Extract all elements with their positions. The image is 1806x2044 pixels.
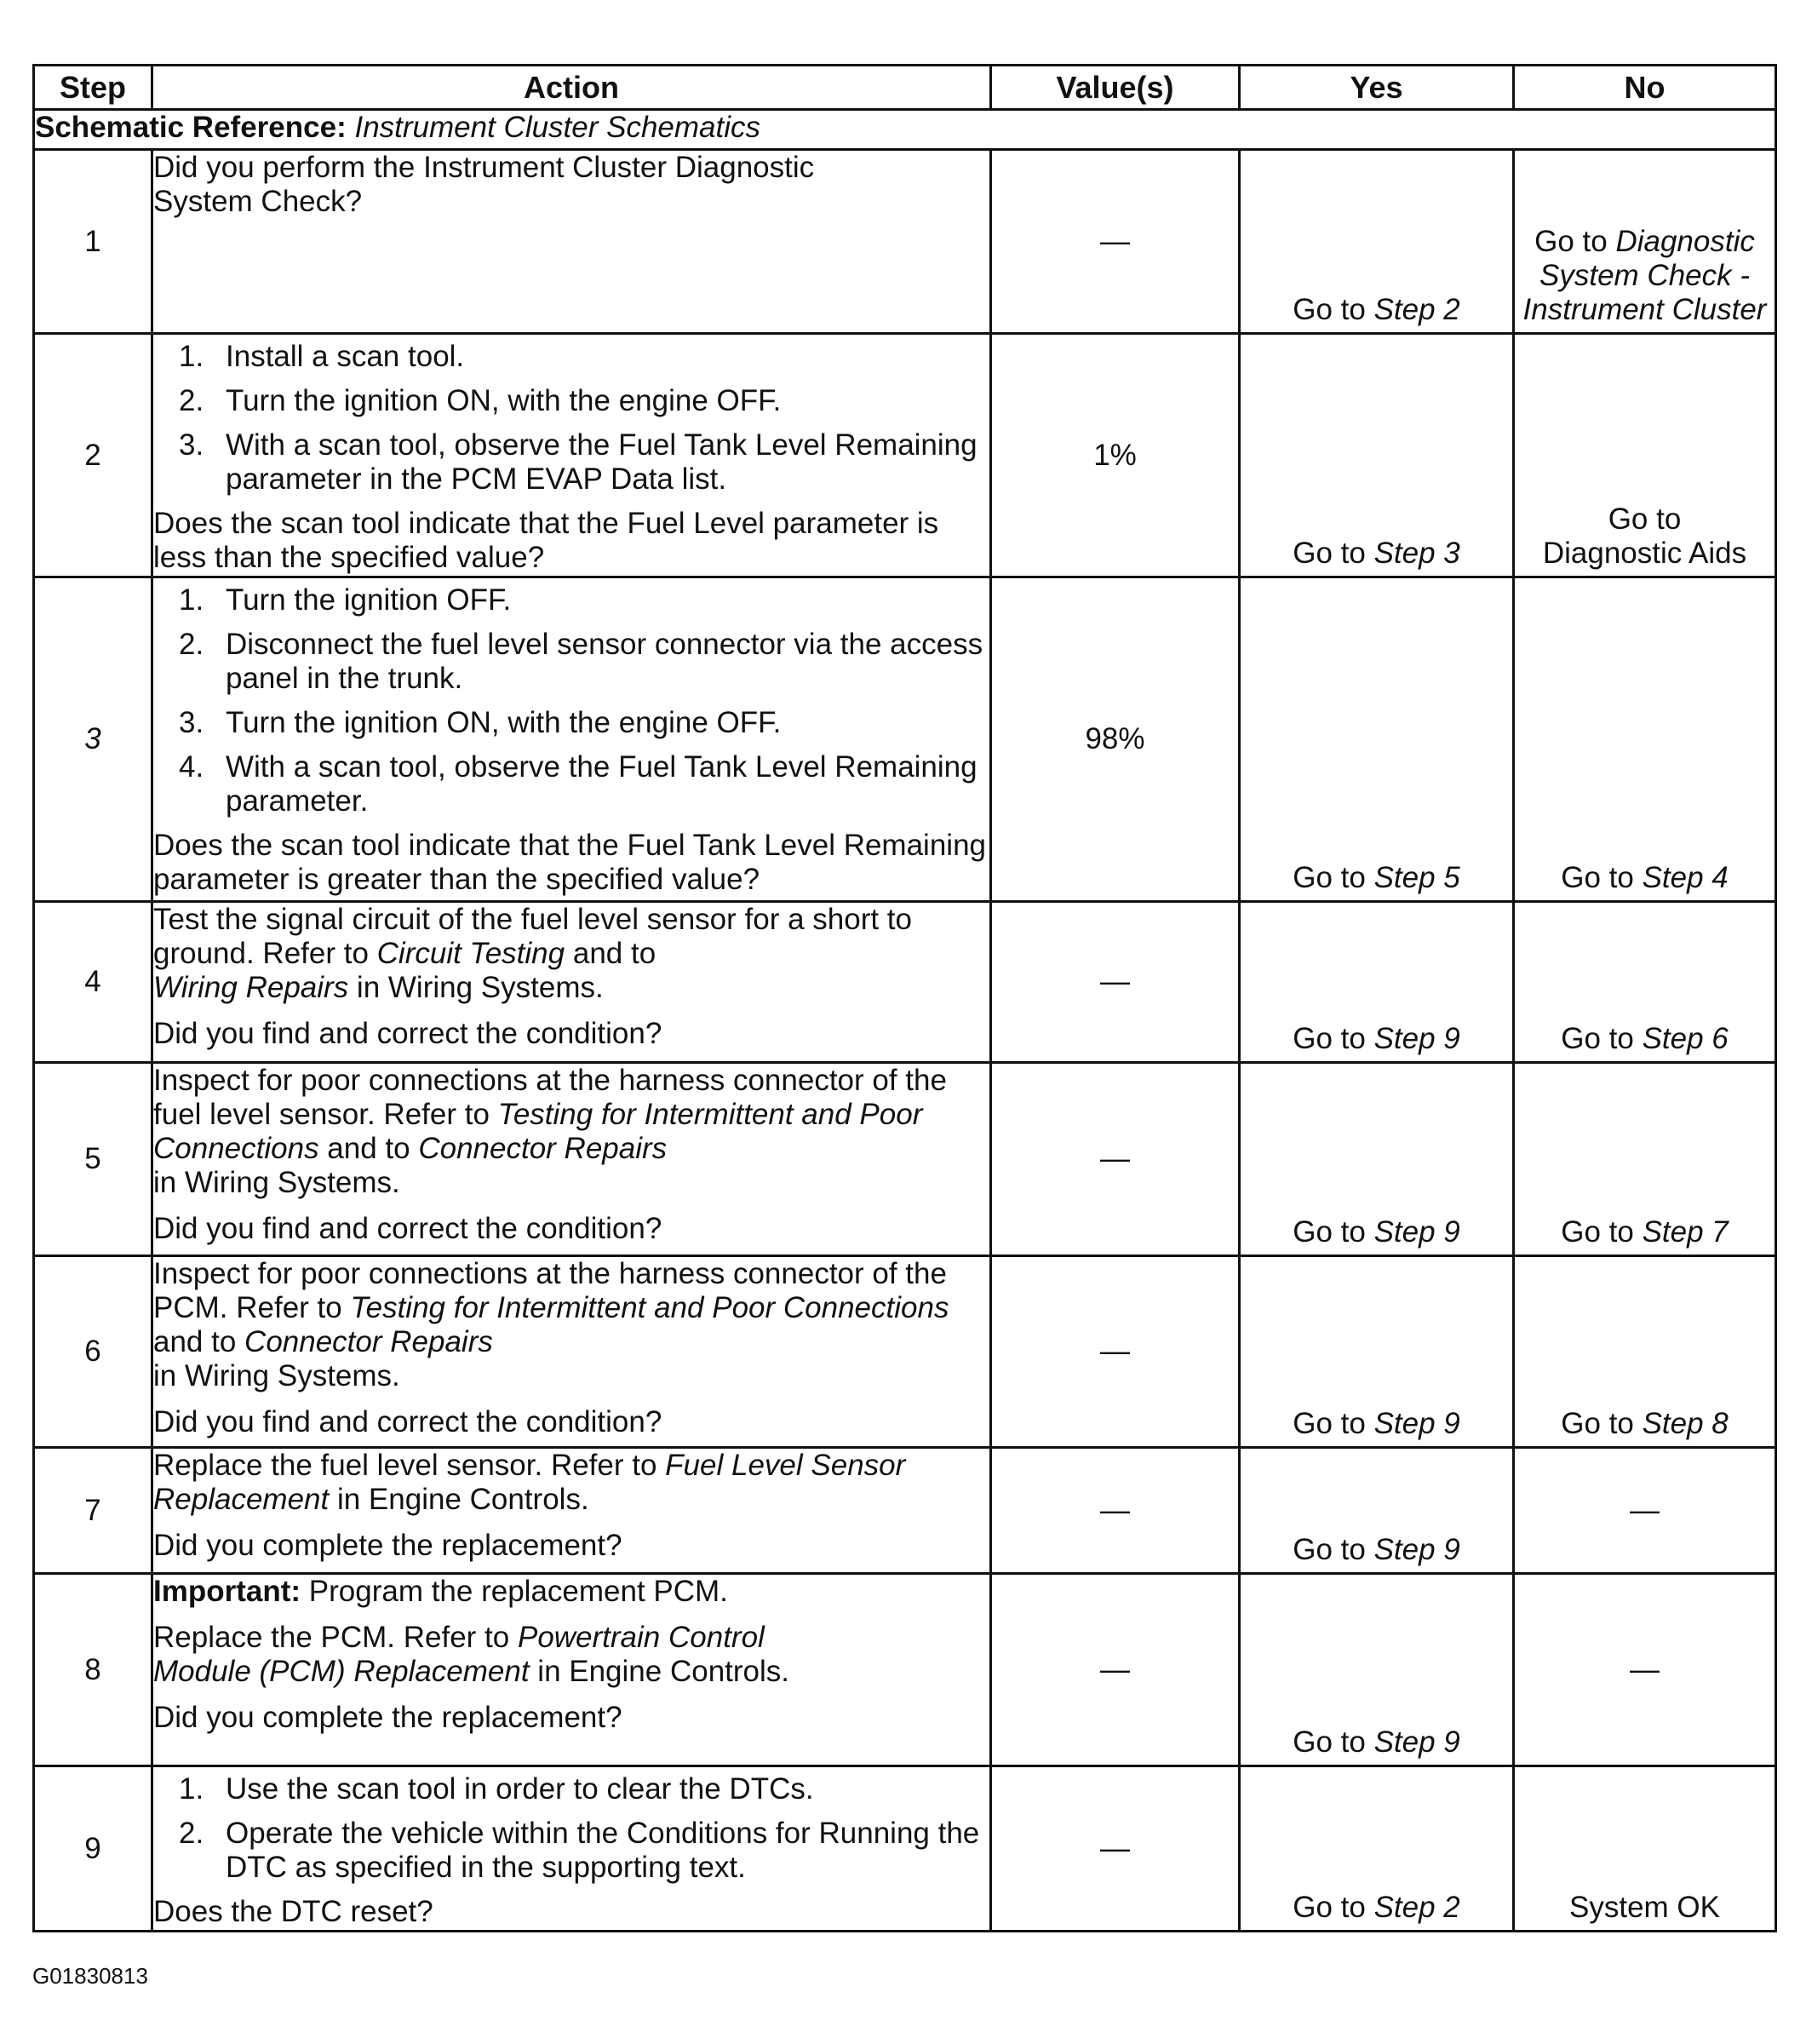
yes-step-link: Step 2 bbox=[1373, 1891, 1460, 1924]
step-number: 7 bbox=[34, 1448, 152, 1574]
list-item: 4. With a scan tool, observe the Fuel Tank Level Remaining parameter. bbox=[179, 750, 978, 818]
action-text: Test the signal circuit of the fuel level sensor for a short to ground. Refer to Circuit Testing and to Wiring Repairs in Wiring Systems. bbox=[153, 903, 912, 1004]
step-number: 3 bbox=[34, 577, 152, 902]
action-text: Inspect for poor connections at the harness connector of the fuel level sensor. Refer to Testing for Intermittent and Poor Connections and to Connector Repairs in Wiring Systems. bbox=[153, 1064, 947, 1199]
table-row bbox=[34, 150, 1776, 334]
action-cell bbox=[152, 1448, 991, 1574]
action-cell bbox=[152, 150, 991, 334]
list-item: 3. With a scan tool, observe the Fuel Tank Level Remaining parameter in the PCM EVAP Data list. bbox=[179, 428, 978, 496]
no-cell: Go to Diagnostic Aids bbox=[1514, 334, 1776, 577]
action-cell bbox=[152, 1766, 991, 1932]
action-text: Replace the fuel level sensor. Refer to Fuel Level Sensor Replacement in Engine Controls. bbox=[153, 1449, 906, 1516]
yes-cell: Go to Step 5 bbox=[1240, 577, 1514, 902]
value-cell: 1% bbox=[991, 334, 1240, 577]
table-row bbox=[34, 1574, 1776, 1766]
instruction-list bbox=[153, 1772, 989, 1885]
list-item: 1. Turn the ignition OFF. bbox=[179, 583, 512, 617]
yes-cell: Go to Step 9 bbox=[1240, 1256, 1514, 1448]
value-cell: — bbox=[991, 150, 1240, 334]
header-values: Value(s) bbox=[991, 66, 1240, 110]
action-cell bbox=[152, 334, 991, 577]
step-number: 5 bbox=[34, 1063, 152, 1256]
no-cell: Go to Step 8 bbox=[1514, 1256, 1776, 1448]
value-cell: — bbox=[991, 1256, 1240, 1448]
instruction-list bbox=[153, 340, 989, 497]
no-cell: Go to Step 4 bbox=[1514, 577, 1776, 902]
no-cell: Go to Step 6 bbox=[1514, 902, 1776, 1063]
action-cell bbox=[152, 1063, 991, 1256]
diagnostic-table bbox=[32, 64, 1777, 1932]
yes-cell: Go to Step 9 bbox=[1240, 1448, 1514, 1574]
action-text: Inspect for poor connections at the harness connector of the PCM. Refer to Testing for Intermittent and Poor Connections and to Connector Repairs in Wiring Systems. bbox=[153, 1257, 949, 1392]
reference-row bbox=[34, 110, 1776, 150]
yes-step-link: Step 5 bbox=[1373, 861, 1460, 894]
table-row bbox=[34, 1063, 1776, 1256]
table-row bbox=[34, 577, 1776, 902]
no-cell bbox=[1514, 1766, 1776, 1932]
yes-step-link: Step 2 bbox=[1373, 293, 1460, 326]
question-text: Did you complete the replacement? bbox=[153, 1529, 622, 1562]
step-number: 2 bbox=[34, 334, 152, 577]
header-row bbox=[34, 66, 1776, 110]
no-cell: — bbox=[1514, 1574, 1776, 1766]
no-cell bbox=[1514, 150, 1776, 334]
no-step-link: Step 7 bbox=[1642, 1215, 1729, 1249]
table-row bbox=[34, 1766, 1776, 1932]
list-item: 2. Disconnect the fuel level sensor connector via the access panel in the trunk. bbox=[179, 628, 983, 695]
yes-step-link: Step 9 bbox=[1373, 1407, 1460, 1440]
action-text: Replace the PCM. Refer to Powertrain Control Module (PCM) Replacement in Engine Controls. bbox=[153, 1621, 790, 1688]
no-step-link: Step 6 bbox=[1642, 1022, 1729, 1055]
value-cell: — bbox=[991, 1448, 1240, 1574]
header-step: Step bbox=[34, 66, 152, 110]
yes-step-link: Step 9 bbox=[1373, 1725, 1460, 1759]
no-step-link: Step 8 bbox=[1642, 1407, 1729, 1440]
table-row bbox=[34, 902, 1776, 1063]
no-step-link: Diagnostic System Check - Instrument Cluster bbox=[1522, 225, 1767, 326]
header-no: No bbox=[1514, 66, 1776, 110]
yes-cell: Go to Step 9 bbox=[1240, 1063, 1514, 1256]
reference-text: Instrument Cluster Schematics bbox=[354, 111, 761, 144]
list-item: 3. Turn the ignition ON, with the engine OFF. bbox=[179, 706, 782, 739]
yes-cell: Go to Step 9 bbox=[1240, 1574, 1514, 1766]
important-note: Important: Program the replacement PCM. bbox=[153, 1575, 728, 1608]
question-text: Does the DTC reset? bbox=[153, 1895, 433, 1928]
header-action: Action bbox=[152, 66, 991, 110]
list-item: 2. Turn the ignition ON, with the engine OFF. bbox=[179, 384, 782, 417]
action-text: Did you perform the Instrument Cluster Diagnostic System Check? bbox=[153, 151, 815, 218]
no-prefix: Go to bbox=[1534, 225, 1616, 258]
yes-step-link: Step 9 bbox=[1373, 1533, 1460, 1566]
instruction-list bbox=[153, 583, 989, 818]
list-item: 1. Use the scan tool in order to clear the DTCs. bbox=[179, 1772, 814, 1806]
action-cell bbox=[152, 577, 991, 902]
value-cell: 98% bbox=[991, 577, 1240, 902]
no-cell: — bbox=[1514, 1448, 1776, 1574]
value-cell: — bbox=[991, 1063, 1240, 1256]
no-cell: Go to Step 7 bbox=[1514, 1063, 1776, 1256]
table-row bbox=[34, 1448, 1776, 1574]
no-step-link: Diagnostic Aids bbox=[1542, 537, 1747, 570]
step-number: 1 bbox=[34, 150, 152, 334]
action-cell bbox=[152, 1574, 991, 1766]
list-item: 1. Install a scan tool. bbox=[179, 340, 465, 373]
header-yes: Yes bbox=[1240, 66, 1514, 110]
question-text: Did you find and correct the condition? bbox=[153, 1212, 662, 1245]
question-text: Did you find and correct the condition? bbox=[153, 1405, 662, 1438]
question-text: Did you find and correct the condition? bbox=[153, 1017, 662, 1050]
yes-step-link: Step 9 bbox=[1373, 1022, 1460, 1055]
no-step-link: Step 4 bbox=[1642, 861, 1729, 894]
step-number: 4 bbox=[34, 902, 152, 1063]
reference-label: Schematic Reference: bbox=[35, 111, 347, 144]
question-text: Does the scan tool indicate that the Fuel Level parameter is less than the specified value? bbox=[153, 507, 939, 574]
no-result: System OK bbox=[1569, 1891, 1720, 1924]
value-cell: — bbox=[991, 1574, 1240, 1766]
yes-cell: Go to Step 9 bbox=[1240, 902, 1514, 1063]
list-item: 2. Operate the vehicle within the Conditions for Running the DTC as specified in the supporting text. bbox=[179, 1817, 980, 1884]
yes-cell: Go to Step 2 bbox=[1240, 1766, 1514, 1932]
table-row bbox=[34, 1256, 1776, 1448]
step-number: 6 bbox=[34, 1256, 152, 1448]
step-number: 8 bbox=[34, 1574, 152, 1766]
value-cell: — bbox=[991, 1766, 1240, 1932]
question-text: Did you complete the replacement? bbox=[153, 1701, 622, 1734]
yes-cell: Go to Step 3 bbox=[1240, 334, 1514, 577]
question-text: Does the scan tool indicate that the Fuel Tank Level Remaining parameter is greater than the specified value? bbox=[153, 829, 987, 896]
yes-prefix: Go to bbox=[1293, 293, 1374, 326]
table-row bbox=[34, 334, 1776, 577]
yes-step-link: Step 3 bbox=[1373, 537, 1460, 570]
value-cell: — bbox=[991, 902, 1240, 1063]
action-cell bbox=[152, 1256, 991, 1448]
action-cell bbox=[152, 902, 991, 1063]
yes-step-link: Step 9 bbox=[1373, 1215, 1460, 1249]
figure-code: G01830813 bbox=[32, 1963, 148, 1989]
yes-cell bbox=[1240, 150, 1514, 334]
step-number: 9 bbox=[34, 1766, 152, 1932]
